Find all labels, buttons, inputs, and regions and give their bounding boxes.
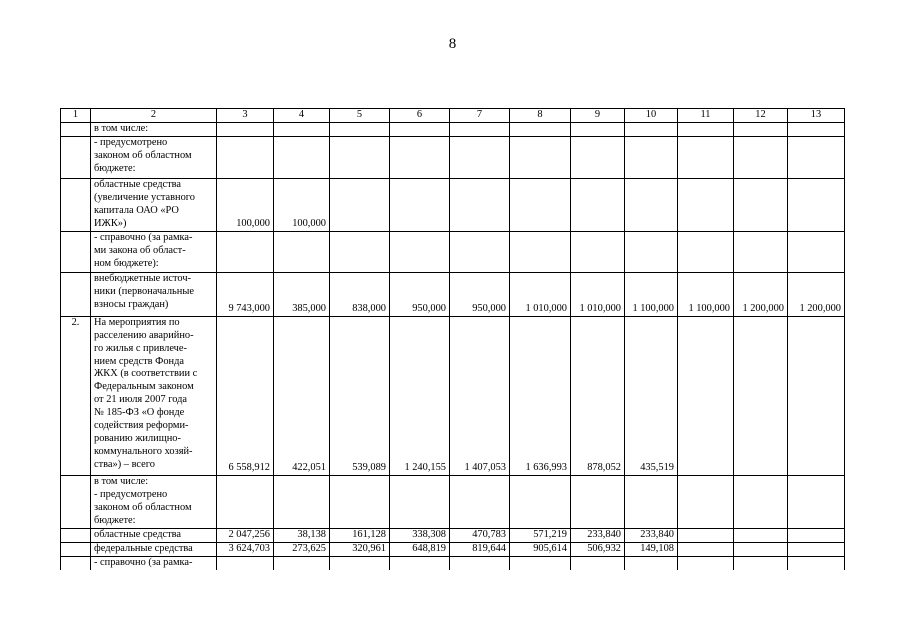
column-header: 7 [450,109,510,123]
value-cell [625,136,678,178]
column-header: 8 [510,109,571,123]
column-header: 12 [734,109,788,123]
value-cell: 422,051 [274,316,330,475]
value-cell: 161,128 [330,528,390,542]
value-cell [217,231,274,272]
value-cell [217,136,274,178]
value-cell [217,122,274,136]
row-number-cell [61,528,91,542]
value-cell [274,475,330,528]
value-cell [571,122,625,136]
row-number-cell [61,272,91,316]
column-header: 13 [788,109,845,123]
table-row [61,316,845,475]
value-cell: 1 200,000 [788,272,845,316]
value-cell [510,136,571,178]
value-cell: 1 100,000 [625,272,678,316]
value-cell [678,556,734,569]
value-cell: 950,000 [450,272,510,316]
value-cell [390,178,450,231]
value-cell: 100,000 [217,178,274,231]
column-header: 6 [390,109,450,123]
value-cell [510,122,571,136]
value-cell: 38,138 [274,528,330,542]
value-cell: 950,000 [390,272,450,316]
column-header: 10 [625,109,678,123]
value-cell [274,122,330,136]
row-description-cell: в том числе: [91,122,217,136]
value-cell [678,316,734,475]
value-cell: 273,625 [274,542,330,556]
value-cell [450,556,510,569]
value-cell [330,231,390,272]
value-cell [788,556,845,569]
budget-table [60,108,845,570]
value-cell [450,136,510,178]
value-cell: 1 010,000 [571,272,625,316]
value-cell [510,178,571,231]
value-cell [625,122,678,136]
table-header-row [61,109,845,123]
row-description-cell: - справочно (за рамка- ми закона об област- ном бюджете): [91,231,217,272]
value-cell [390,556,450,569]
row-description-cell: - справочно (за рамка- [91,556,217,569]
value-cell [571,556,625,569]
value-cell [217,475,274,528]
value-cell [678,136,734,178]
value-cell: 149,108 [625,542,678,556]
value-cell [734,475,788,528]
value-cell: 1 240,155 [390,316,450,475]
value-cell [788,475,845,528]
value-cell [788,178,845,231]
value-cell [734,542,788,556]
value-cell [274,556,330,569]
value-cell: 338,308 [390,528,450,542]
value-cell [330,178,390,231]
value-cell: 1 636,993 [510,316,571,475]
row-description-cell: областные средства [91,528,217,542]
value-cell [788,542,845,556]
row-number-cell: 2. [61,316,91,475]
row-description-cell: На мероприятия по расселению аварийно- го жилья с привлече- нием средств Фонда ЖКХ (в соответствии с Федеральным законом от 21 июля 2007 года № 185-ФЗ «О фонде содействия реформи- рованию жилищно- коммунального хозяй- ства») – всего [91,316,217,475]
value-cell [390,122,450,136]
value-cell: 648,819 [390,542,450,556]
value-cell [734,136,788,178]
row-description-cell: областные средства (увеличение уставного капитала ОАО «РО ИЖК») [91,178,217,231]
column-header: 4 [274,109,330,123]
value-cell [734,231,788,272]
value-cell [217,556,274,569]
value-cell: 2 047,256 [217,528,274,542]
value-cell [678,542,734,556]
value-cell: 6 558,912 [217,316,274,475]
value-cell: 819,644 [450,542,510,556]
column-header: 2 [91,109,217,123]
row-number-cell [61,475,91,528]
value-cell [625,556,678,569]
value-cell: 571,219 [510,528,571,542]
column-header: 3 [217,109,274,123]
value-cell: 100,000 [274,178,330,231]
value-cell: 320,961 [330,542,390,556]
column-header: 11 [678,109,734,123]
value-cell [625,178,678,231]
value-cell [450,178,510,231]
value-cell [330,136,390,178]
value-cell [734,178,788,231]
table-row [61,272,845,316]
value-cell: 3 624,703 [217,542,274,556]
table-row [61,542,845,556]
value-cell: 1 010,000 [510,272,571,316]
value-cell: 233,840 [625,528,678,542]
row-description-cell: федеральные средства [91,542,217,556]
row-description-cell: - предусмотрено законом об областном бюджете: [91,136,217,178]
value-cell [788,528,845,542]
value-cell [274,136,330,178]
value-cell [390,231,450,272]
value-cell: 1 407,053 [450,316,510,475]
value-cell [734,528,788,542]
table-row [61,122,845,136]
value-cell: 9 743,000 [217,272,274,316]
row-number-cell [61,231,91,272]
value-cell [450,231,510,272]
value-cell [330,475,390,528]
value-cell [788,136,845,178]
value-cell: 905,614 [510,542,571,556]
value-cell [510,231,571,272]
value-cell [571,136,625,178]
value-cell: 506,932 [571,542,625,556]
value-cell [788,231,845,272]
value-cell [330,122,390,136]
column-header: 9 [571,109,625,123]
table-row [61,136,845,178]
value-cell [571,231,625,272]
value-cell [678,122,734,136]
value-cell [571,475,625,528]
value-cell [450,475,510,528]
row-number-cell [61,136,91,178]
value-cell [330,556,390,569]
value-cell [510,556,571,569]
value-cell [734,556,788,569]
value-cell: 878,052 [571,316,625,475]
value-cell [788,122,845,136]
page-number: 8 [448,36,457,52]
value-cell: 1 100,000 [678,272,734,316]
value-cell [625,231,678,272]
value-cell: 435,519 [625,316,678,475]
value-cell: 539,089 [330,316,390,475]
value-cell: 233,840 [571,528,625,542]
value-cell [274,231,330,272]
value-cell: 470,783 [450,528,510,542]
table-row [61,178,845,231]
value-cell [678,178,734,231]
row-number-cell [61,178,91,231]
row-number-cell [61,122,91,136]
value-cell [390,136,450,178]
value-cell [625,475,678,528]
value-cell [678,475,734,528]
value-cell: 1 200,000 [734,272,788,316]
value-cell [734,316,788,475]
value-cell [788,316,845,475]
column-header: 1 [61,109,91,123]
row-description-cell: внебюджетные источ- ники (первоначальные взносы граждан) [91,272,217,316]
column-header: 5 [330,109,390,123]
value-cell: 838,000 [330,272,390,316]
table-row [61,528,845,542]
row-description-cell: в том числе: - предусмотрено законом об областном бюджете: [91,475,217,528]
value-cell [390,475,450,528]
row-number-cell [61,542,91,556]
value-cell: 385,000 [274,272,330,316]
value-cell [678,231,734,272]
table-row [61,475,845,528]
value-cell [450,122,510,136]
value-cell [510,475,571,528]
value-cell [678,528,734,542]
row-number-cell [61,556,91,569]
value-cell [734,122,788,136]
table-row [61,231,845,272]
table-row [61,556,845,569]
value-cell [571,178,625,231]
